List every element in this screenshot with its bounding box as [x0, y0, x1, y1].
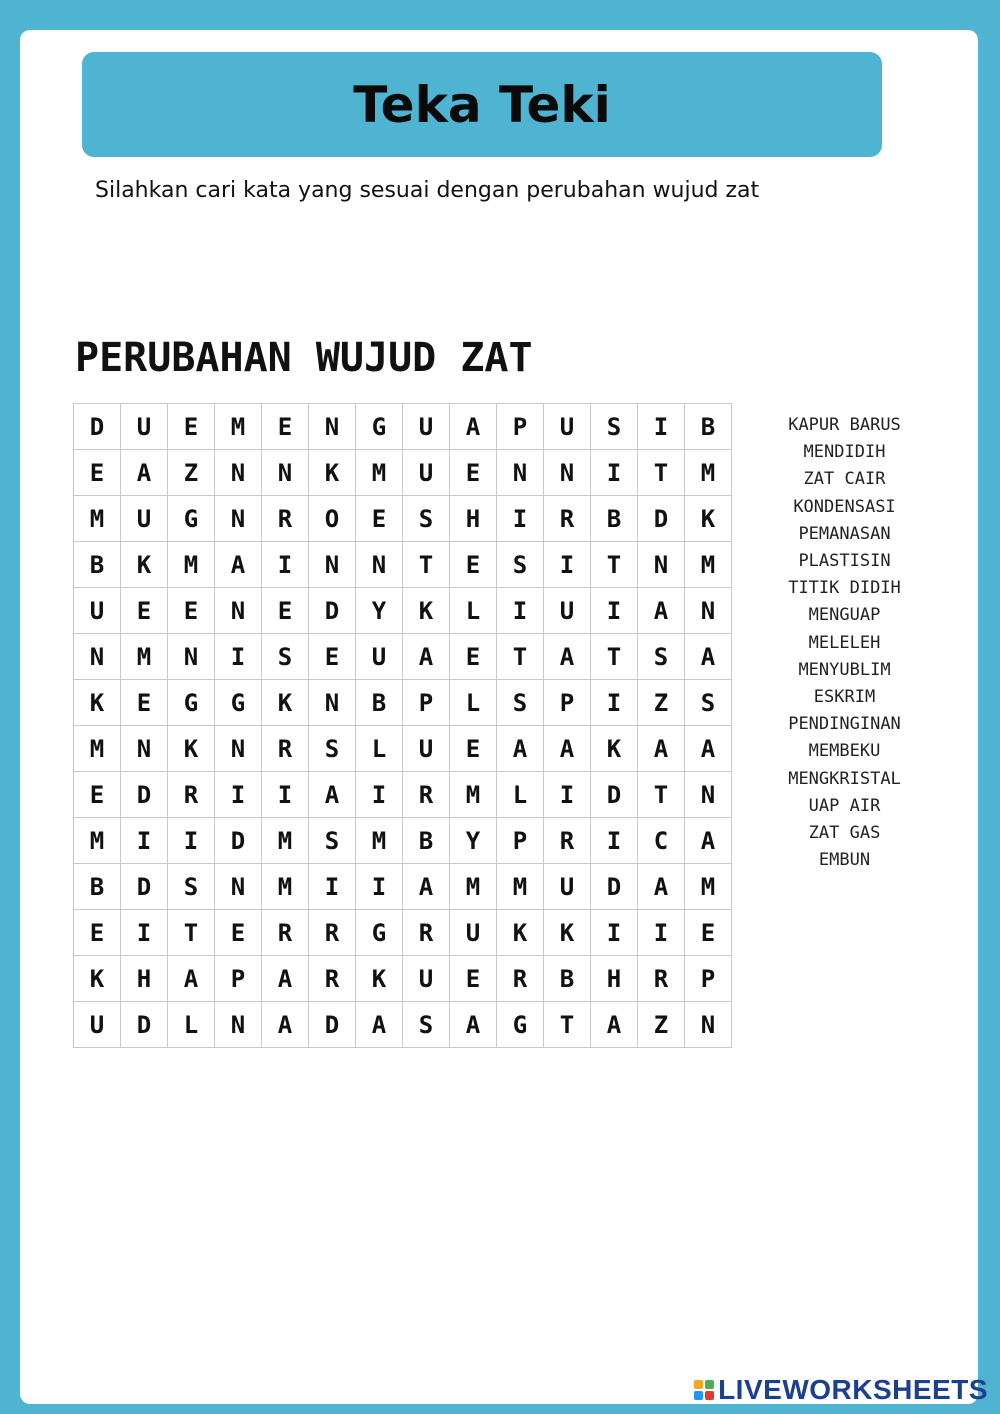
grid-cell[interactable]: N — [309, 542, 356, 588]
grid-cell[interactable]: N — [215, 726, 262, 772]
grid-cell[interactable]: U — [121, 404, 168, 450]
grid-cell[interactable]: U — [403, 956, 450, 1002]
word-list-item: MENGUAP — [808, 605, 881, 626]
grid-cell[interactable]: I — [168, 818, 215, 864]
word-list-item: TITIK DIDIH — [788, 578, 901, 599]
grid-cell[interactable]: N — [262, 450, 309, 496]
grid-cell[interactable]: G — [497, 1002, 544, 1048]
grid-cell[interactable]: N — [685, 772, 732, 818]
grid-cell[interactable]: I — [638, 910, 685, 956]
grid-cell[interactable]: K — [168, 726, 215, 772]
grid-cell[interactable]: I — [121, 818, 168, 864]
grid-cell[interactable]: P — [497, 818, 544, 864]
word-list-item: KAPUR BARUS — [788, 415, 901, 435]
grid-cell[interactable]: Z — [168, 450, 215, 496]
grid-cell[interactable]: S — [168, 864, 215, 910]
grid-cell[interactable]: U — [74, 588, 121, 634]
word-list-item: ZAT CAIR — [803, 469, 886, 490]
grid-cell[interactable]: N — [685, 1002, 732, 1048]
grid-cell[interactable]: N — [497, 450, 544, 496]
grid-cell[interactable]: N — [121, 726, 168, 772]
grid-cell[interactable]: R — [403, 910, 450, 956]
grid-cell[interactable]: P — [544, 680, 591, 726]
grid-cell[interactable]: S — [309, 818, 356, 864]
grid-cell[interactable]: G — [215, 680, 262, 726]
grid-row — [74, 588, 732, 634]
grid-cell[interactable]: M — [497, 864, 544, 910]
grid-cell[interactable]: M — [74, 496, 121, 542]
word-search-grid[interactable] — [73, 403, 732, 1048]
liveworksheets-logo-icon — [694, 1380, 714, 1400]
grid-row — [74, 956, 732, 1002]
word-list-item: MEMBEKU — [808, 741, 881, 762]
grid-cell[interactable]: E — [168, 404, 215, 450]
grid-cell[interactable]: U — [74, 1002, 121, 1048]
grid-cell[interactable]: M — [215, 404, 262, 450]
grid-cell[interactable]: K — [121, 542, 168, 588]
word-list-item: EMBUN — [818, 850, 871, 871]
grid-cell[interactable]: E — [356, 496, 403, 542]
grid-cell[interactable]: M — [356, 450, 403, 496]
grid-cell[interactable]: T — [544, 1002, 591, 1048]
grid-cell[interactable]: N — [309, 404, 356, 450]
grid-row — [74, 910, 732, 956]
grid-cell[interactable]: M — [262, 864, 309, 910]
grid-cell[interactable]: I — [356, 772, 403, 818]
brand-name: LIVEWORKSHEETS — [718, 1374, 988, 1405]
grid-row — [74, 818, 732, 864]
grid-cell[interactable]: E — [450, 634, 497, 680]
grid-cell[interactable]: D — [309, 588, 356, 634]
grid-cell[interactable]: B — [403, 818, 450, 864]
grid-cell[interactable]: M — [74, 818, 121, 864]
grid-cell[interactable]: A — [356, 1002, 403, 1048]
grid-cell[interactable]: D — [215, 818, 262, 864]
grid-cell[interactable]: E — [450, 450, 497, 496]
grid-cell[interactable]: L — [356, 726, 403, 772]
word-list-item: KONDENSASI — [793, 496, 896, 517]
grid-cell[interactable]: I — [262, 542, 309, 588]
grid-cell[interactable]: S — [497, 680, 544, 726]
grid-cell[interactable]: E — [121, 588, 168, 634]
grid-cell[interactable]: U — [403, 450, 450, 496]
grid-cell[interactable]: K — [591, 726, 638, 772]
grid-cell[interactable]: N — [74, 634, 121, 680]
grid-cell[interactable]: A — [544, 634, 591, 680]
grid-cell[interactable]: T — [403, 542, 450, 588]
grid-cell[interactable]: U — [450, 910, 497, 956]
grid-cell[interactable]: A — [685, 726, 732, 772]
word-list-item: PEMANASAN — [798, 523, 891, 544]
grid-cell[interactable]: L — [450, 588, 497, 634]
grid-row — [74, 864, 732, 910]
grid-cell[interactable]: B — [74, 542, 121, 588]
grid-cell[interactable]: H — [450, 496, 497, 542]
grid-cell[interactable]: D — [591, 864, 638, 910]
grid-cell[interactable]: N — [215, 450, 262, 496]
grid-cell[interactable]: N — [215, 1002, 262, 1048]
title-banner — [82, 52, 882, 157]
grid-cell[interactable]: D — [309, 1002, 356, 1048]
grid-cell[interactable]: R — [262, 910, 309, 956]
grid-cell[interactable]: M — [450, 772, 497, 818]
grid-cell[interactable]: E — [215, 910, 262, 956]
grid-cell[interactable]: S — [309, 726, 356, 772]
grid-cell[interactable]: B — [74, 864, 121, 910]
grid-cell[interactable]: K — [544, 910, 591, 956]
grid-cell[interactable]: M — [356, 818, 403, 864]
word-list-item: MENGKRISTAL — [788, 768, 901, 789]
grid-cell[interactable]: T — [497, 634, 544, 680]
logo-square — [705, 1391, 714, 1400]
puzzle-title: PERUBAHAN WUJUD ZAT — [75, 335, 533, 381]
grid-cell[interactable]: T — [638, 450, 685, 496]
word-list-item: MENYUBLIM — [798, 659, 891, 680]
grid-row — [74, 1002, 732, 1048]
logo-square — [694, 1391, 703, 1400]
grid-cell[interactable]: E — [685, 910, 732, 956]
grid-cell[interactable]: U — [544, 864, 591, 910]
grid-cell[interactable]: I — [544, 542, 591, 588]
grid-cell[interactable]: N — [544, 450, 591, 496]
word-list-item: MELELEH — [808, 632, 881, 653]
grid-cell[interactable]: M — [262, 818, 309, 864]
grid-cell[interactable]: D — [121, 772, 168, 818]
grid-cell[interactable]: A — [591, 1002, 638, 1048]
instructions-text: Silahkan cari kata yang sesuai dengan perubahan wujud zat — [95, 178, 760, 203]
grid-cell[interactable]: E — [450, 726, 497, 772]
grid-cell[interactable]: R — [262, 496, 309, 542]
grid-row — [74, 450, 732, 496]
grid-cell[interactable]: K — [309, 450, 356, 496]
grid-cell[interactable]: D — [591, 772, 638, 818]
grid-cell[interactable]: A — [685, 818, 732, 864]
logo-square — [705, 1380, 714, 1389]
grid-cell[interactable]: I — [215, 772, 262, 818]
grid-cell[interactable]: A — [403, 864, 450, 910]
grid-cell[interactable]: K — [74, 680, 121, 726]
grid-cell[interactable]: K — [356, 956, 403, 1002]
grid-cell[interactable]: U — [544, 404, 591, 450]
grid-cell[interactable]: S — [262, 634, 309, 680]
grid-cell[interactable]: D — [74, 404, 121, 450]
grid-cell[interactable]: I — [638, 404, 685, 450]
word-list-item: ZAT GAS — [808, 823, 881, 844]
grid-cell[interactable]: Z — [638, 1002, 685, 1048]
grid-row — [74, 634, 732, 680]
grid-cell[interactable]: I — [591, 910, 638, 956]
grid-row — [74, 726, 732, 772]
grid-cell[interactable]: P — [403, 680, 450, 726]
grid-cell[interactable]: A — [638, 726, 685, 772]
liveworksheets-brand[interactable] — [694, 1374, 988, 1406]
grid-cell[interactable]: I — [215, 634, 262, 680]
grid-cell[interactable]: A — [450, 404, 497, 450]
grid-cell[interactable]: S — [638, 634, 685, 680]
grid-cell[interactable]: G — [168, 496, 215, 542]
grid-cell[interactable]: B — [544, 956, 591, 1002]
grid-cell[interactable]: R — [309, 910, 356, 956]
grid-cell[interactable]: R — [544, 496, 591, 542]
grid-cell[interactable]: N — [309, 680, 356, 726]
grid-cell[interactable]: Y — [356, 588, 403, 634]
word-list-item: ESKRIM — [813, 687, 876, 708]
grid-cell[interactable]: M — [121, 634, 168, 680]
grid-cell[interactable]: I — [591, 680, 638, 726]
grid-cell[interactable]: P — [685, 956, 732, 1002]
word-list-item: PENDINGINAN — [788, 714, 901, 735]
grid-cell[interactable]: S — [403, 1002, 450, 1048]
grid-cell[interactable]: A — [544, 726, 591, 772]
grid-cell[interactable]: I — [591, 588, 638, 634]
grid-cell[interactable]: I — [544, 772, 591, 818]
grid-cell[interactable]: M — [450, 864, 497, 910]
grid-cell[interactable]: D — [121, 1002, 168, 1048]
grid-cell[interactable]: S — [591, 404, 638, 450]
word-list-item: UAP AIR — [808, 795, 881, 816]
grid-row — [74, 542, 732, 588]
grid-cell[interactable]: N — [215, 496, 262, 542]
grid-cell[interactable]: I — [591, 450, 638, 496]
grid-cell[interactable]: L — [497, 772, 544, 818]
grid-cell[interactable]: K — [74, 956, 121, 1002]
grid-cell[interactable]: N — [685, 588, 732, 634]
grid-cell[interactable]: D — [121, 864, 168, 910]
grid-cell[interactable]: H — [121, 956, 168, 1002]
grid-cell[interactable]: L — [168, 1002, 215, 1048]
grid-cell[interactable]: N — [168, 634, 215, 680]
grid-cell[interactable]: I — [356, 864, 403, 910]
grid-cell[interactable]: A — [121, 450, 168, 496]
grid-cell[interactable]: N — [356, 542, 403, 588]
grid-cell[interactable]: G — [356, 404, 403, 450]
grid-cell[interactable]: R — [403, 772, 450, 818]
grid-cell[interactable]: T — [168, 910, 215, 956]
grid-cell[interactable]: P — [497, 404, 544, 450]
grid-cell[interactable]: Y — [450, 818, 497, 864]
grid-cell[interactable]: E — [74, 772, 121, 818]
grid-cell[interactable]: I — [262, 772, 309, 818]
grid-cell[interactable]: E — [309, 634, 356, 680]
grid-cell[interactable]: N — [215, 864, 262, 910]
grid-cell[interactable]: S — [497, 542, 544, 588]
grid-cell[interactable]: B — [356, 680, 403, 726]
grid-cell[interactable]: I — [121, 910, 168, 956]
grid-cell[interactable]: T — [591, 542, 638, 588]
grid-cell[interactable]: A — [497, 726, 544, 772]
grid-cell[interactable]: U — [403, 726, 450, 772]
grid-cell[interactable]: M — [168, 542, 215, 588]
grid-cell[interactable]: A — [309, 772, 356, 818]
grid-cell[interactable]: E — [74, 910, 121, 956]
grid-cell[interactable]: A — [215, 542, 262, 588]
grid-cell[interactable]: S — [685, 680, 732, 726]
grid-cell[interactable]: K — [685, 496, 732, 542]
grid-cell[interactable]: P — [215, 956, 262, 1002]
grid-cell[interactable]: M — [74, 726, 121, 772]
grid-cell[interactable]: A — [403, 634, 450, 680]
grid-cell[interactable]: M — [685, 450, 732, 496]
grid-cell[interactable]: A — [685, 634, 732, 680]
grid-cell[interactable]: E — [262, 588, 309, 634]
grid-cell[interactable]: O — [309, 496, 356, 542]
grid-cell[interactable]: E — [262, 404, 309, 450]
grid-row — [74, 680, 732, 726]
grid-cell[interactable]: E — [450, 542, 497, 588]
grid-cell[interactable]: I — [497, 588, 544, 634]
grid-cell[interactable]: G — [356, 910, 403, 956]
grid-row — [74, 772, 732, 818]
grid-cell[interactable]: T — [638, 772, 685, 818]
grid-cell[interactable]: K — [403, 588, 450, 634]
grid-cell[interactable]: R — [168, 772, 215, 818]
grid-cell[interactable]: K — [497, 910, 544, 956]
grid-cell[interactable]: E — [168, 588, 215, 634]
grid-cell[interactable]: B — [685, 404, 732, 450]
grid-cell[interactable]: U — [121, 496, 168, 542]
grid-cell[interactable]: E — [121, 680, 168, 726]
grid-cell[interactable]: N — [215, 588, 262, 634]
grid-cell[interactable]: R — [309, 956, 356, 1002]
grid-cell[interactable]: N — [638, 542, 685, 588]
grid-cell[interactable]: L — [450, 680, 497, 726]
grid-cell[interactable]: A — [638, 588, 685, 634]
grid-cell[interactable]: U — [403, 404, 450, 450]
grid-cell[interactable]: E — [74, 450, 121, 496]
page-title: Teka Teki — [353, 75, 611, 134]
grid-cell[interactable]: M — [685, 864, 732, 910]
grid-cell[interactable]: R — [638, 956, 685, 1002]
worksheet-page — [20, 30, 978, 1404]
grid-cell[interactable]: A — [638, 864, 685, 910]
grid-cell[interactable]: G — [168, 680, 215, 726]
grid-cell[interactable]: H — [591, 956, 638, 1002]
grid-cell[interactable]: S — [403, 496, 450, 542]
grid-cell[interactable]: C — [638, 818, 685, 864]
grid-cell[interactable]: R — [262, 726, 309, 772]
grid-row — [74, 404, 732, 450]
word-list-item: PLASTISIN — [798, 551, 891, 572]
grid-cell[interactable]: D — [638, 496, 685, 542]
grid-cell[interactable]: R — [497, 956, 544, 1002]
grid-cell[interactable]: K — [262, 680, 309, 726]
grid-cell[interactable]: E — [450, 956, 497, 1002]
grid-cell[interactable]: R — [544, 818, 591, 864]
grid-cell[interactable]: I — [591, 818, 638, 864]
grid-cell[interactable]: U — [544, 588, 591, 634]
logo-square — [694, 1380, 703, 1389]
grid-cell[interactable]: T — [591, 634, 638, 680]
word-list — [772, 412, 917, 874]
grid-row — [74, 496, 732, 542]
grid-cell[interactable]: I — [497, 496, 544, 542]
grid-cell[interactable]: U — [356, 634, 403, 680]
grid-cell[interactable]: M — [685, 542, 732, 588]
grid-cell[interactable]: A — [262, 1002, 309, 1048]
word-list-item: MENDIDIH — [803, 442, 886, 463]
grid-cell[interactable]: B — [591, 496, 638, 542]
grid-cell[interactable]: A — [450, 1002, 497, 1048]
grid-cell[interactable]: Z — [638, 680, 685, 726]
grid-cell[interactable]: I — [309, 864, 356, 910]
grid-cell[interactable]: A — [262, 956, 309, 1002]
grid-cell[interactable]: A — [168, 956, 215, 1002]
